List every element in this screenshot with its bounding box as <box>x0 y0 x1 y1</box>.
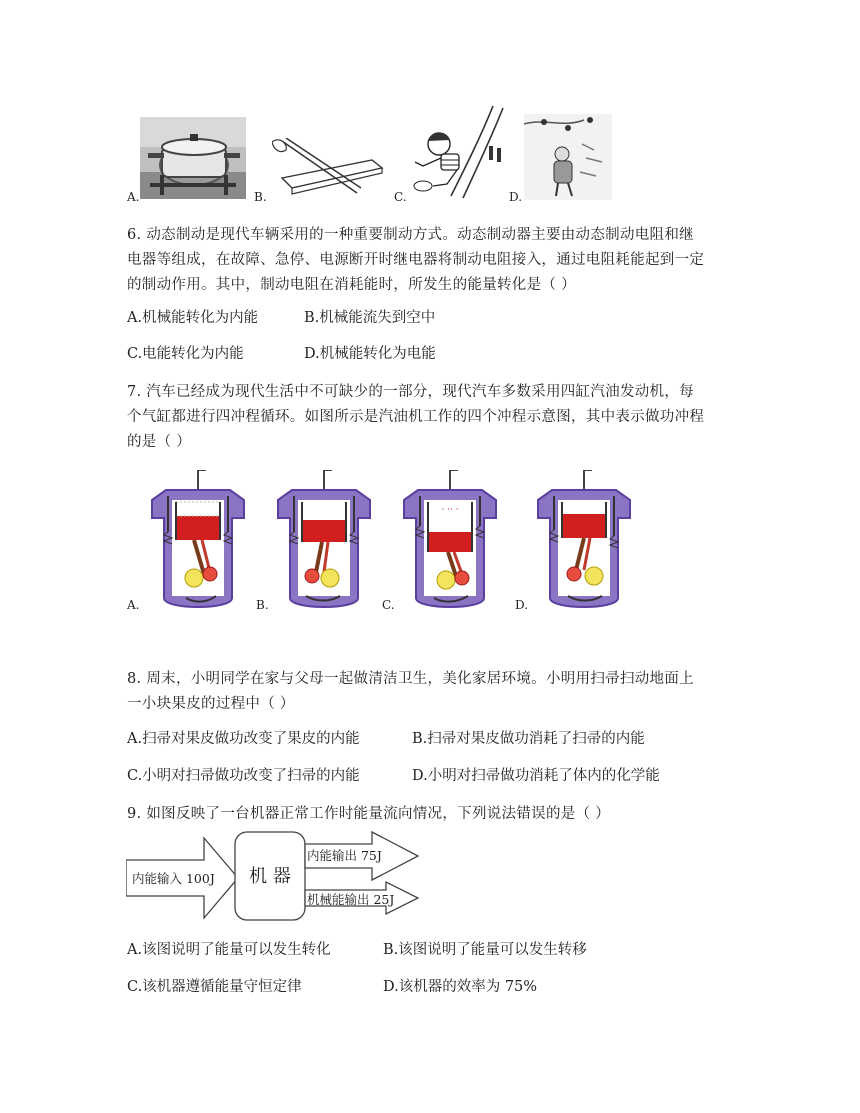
q5-label-a: A. <box>127 190 140 204</box>
q8-option-d[interactable]: D.小明对扫帚做功消耗了体内的化学能 <box>412 768 660 784</box>
q5-picture-c-child-on-slide <box>411 106 506 200</box>
q9-option-b[interactable]: B.该图说明了能量可以发生转移 <box>383 942 587 958</box>
q8-option-c[interactable]: C.小明对扫帚做功改变了扫帚的内能 <box>127 768 360 784</box>
energy-flow-diagram <box>126 830 426 922</box>
q6-option-d[interactable]: D.机械能转化为电能 <box>304 346 436 362</box>
q9-option-a[interactable]: A.该图说明了能量可以发生转化 <box>127 942 331 958</box>
q5-picture-b-sawing-wood <box>272 138 384 198</box>
q7-label-c: C. <box>382 598 395 612</box>
engine-diagram-c <box>398 470 502 612</box>
engine-diagram-b <box>272 470 376 612</box>
q5-picture-a-cooking-pot <box>140 117 246 199</box>
q8-line-2: 一小块果皮的过程中（ ） <box>127 696 295 712</box>
q5-picture-d-old-man-in-wind <box>524 114 612 200</box>
q7-line-3: 的是（ ） <box>127 434 192 450</box>
q8-option-a[interactable]: A.扫帚对果皮做功改变了果皮的内能 <box>127 731 360 747</box>
q5-label-d: D. <box>509 190 523 204</box>
machine-label: 机 器 <box>249 866 291 887</box>
q5-label-b: B. <box>254 190 267 204</box>
q6-option-a[interactable]: A.机械能转化为内能 <box>127 310 259 326</box>
q6-option-b[interactable]: B.机械能流失到空中 <box>304 310 436 326</box>
q7-line-1: 7. 汽车已经成为现代生活中不可缺少的一部分，现代汽车多数采用四缸汽油发动机，每 <box>127 384 694 400</box>
engine-diagram-d <box>532 470 636 612</box>
q9-question-text: 9. 如图反映了一台机器正常工作时能量流向情况，下列说法错误的是（ ） <box>127 806 611 822</box>
q5-label-c: C. <box>394 190 407 204</box>
q9-option-d[interactable]: D.该机器的效率为 75% <box>383 979 538 995</box>
input-label: 内能输入 100J <box>132 871 215 886</box>
q6-line-3: 的制动作用。其中，制动电阻在消耗能时，所发生的能量转化是（ ） <box>127 277 576 293</box>
q7-label-d: D. <box>515 598 529 612</box>
q6-option-c[interactable]: C.电能转化为内能 <box>127 346 244 362</box>
q8-option-b[interactable]: B.扫帚对果皮做功消耗了扫帚的内能 <box>412 731 645 747</box>
svg-text:· ·· ·: · ·· · <box>441 505 459 515</box>
engine-diagram-a <box>146 470 250 612</box>
q9-option-c[interactable]: C.该机器遵循能量守恒定律 <box>127 979 302 995</box>
q6-line-1: 6. 动态制动是现代车辆采用的一种重要制动方式。动态制动器主要由动态制动电阻和继 <box>127 227 694 243</box>
q7-line-2: 个气缸都进行四冲程循环。如图所示是汽油机工作的四个冲程示意图，其中表示做功冲程 <box>127 409 705 425</box>
q7-label-a: A. <box>127 598 140 612</box>
q8-line-1: 8. 周末，小明同学在家与父母一起做清洁卫生，美化家居环境。小明用扫帚扫动地面上 <box>127 671 694 687</box>
q7-label-b: B. <box>256 598 269 612</box>
output-1-label: 内能输出 75J <box>307 848 382 863</box>
output-2-label: 机械能输出 25J <box>307 892 395 907</box>
q6-line-2: 电器等组成，在故障、急停、电源断开时继电器将制动电阻接入，通过电阻耗能起到一定 <box>127 252 705 268</box>
